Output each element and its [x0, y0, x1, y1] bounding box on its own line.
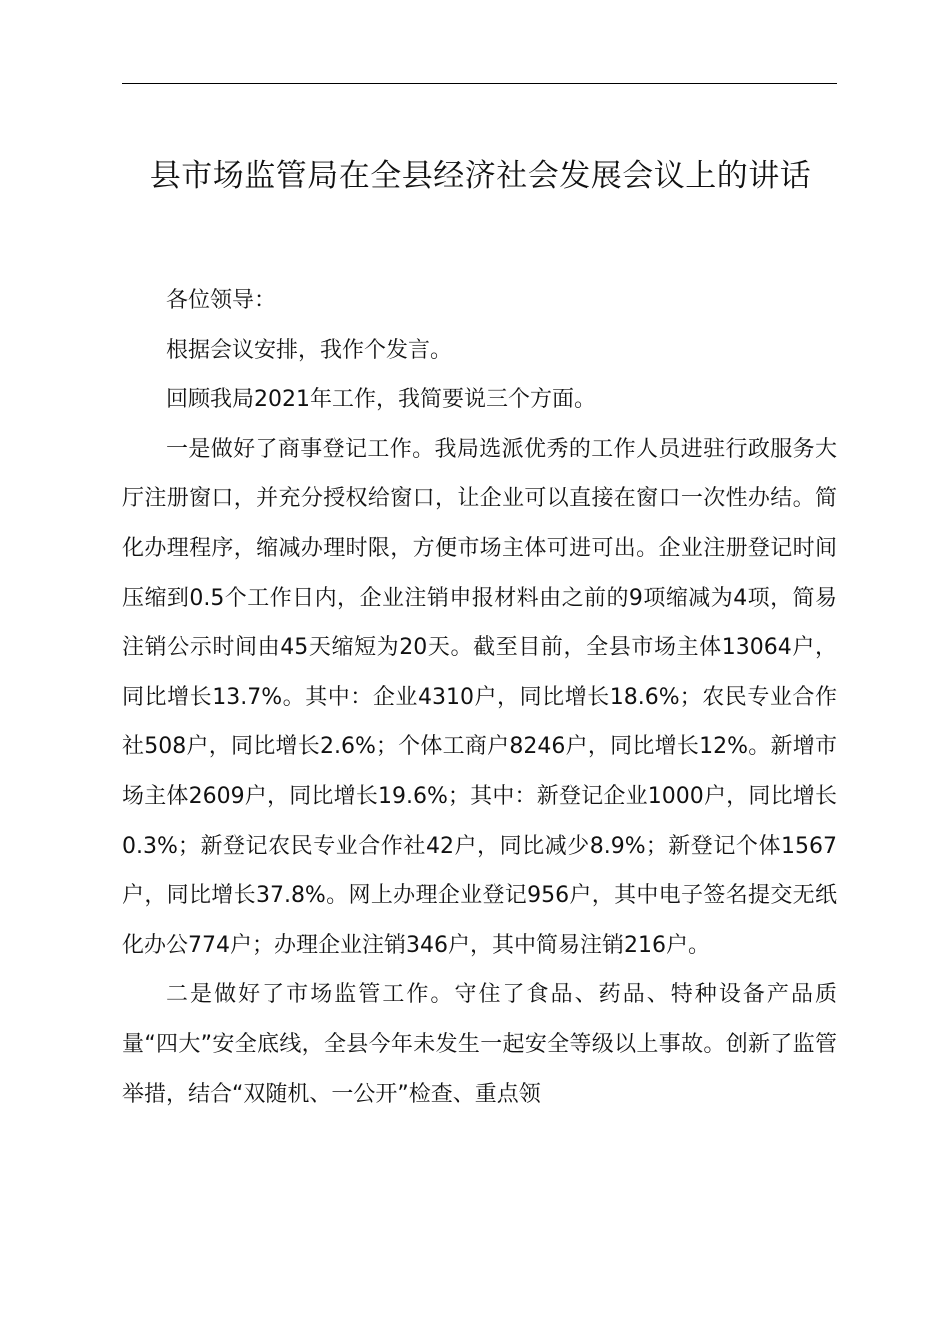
document-body	[122, 276, 837, 1119]
business-registration-paragraph: 一是做好了商事登记工作。我局选派优秀的工作人员进驻行政服务大厅注册窗口，并充分授权给窗口，让企业可以直接在窗口一次性办结。简化办理程序，缩减办理时限，方便市场主体可进可出。企业注册登记时间压缩到0.5个工作日内，企业注销申报材料由之前的9项缩减为4项，简易注销公示时间由45天缩短为20天。截至目前，全县市场主体13064户，同比增长13.7%。其中：企业4310户，同比增长18.6%；农民专业合作社508户，同比增长2.6%；个体工商户8246户，同比增长12%。新增市场主体2609户，同比增长19.6%；其中：新登记企业1000户，同比增长0.3%；新登记农民专业合作社42户，同比减少8.9%；新登记个体1567户，同比增长37.8%。网上办理企业登记956户，其中电子签名提交无纸化办公774户；办理企业注销346户，其中简易注销216户。	[122, 436, 837, 958]
overview-paragraph: 回顾我局2021年工作，我简要说三个方面。	[166, 387, 596, 413]
header-rule	[122, 83, 837, 84]
market-supervision-paragraph: 二是做好了市场监管工作。守住了食品、药品、特种设备产品质量“四大”安全底线，全县今年未发生一起安全等级以上事故。创新了监管举措，结合“双随机、一公开”检查、重点领	[122, 982, 837, 1107]
document-title: 县市场监管局在全县经济社会发展会议上的讲话	[149, 158, 812, 194]
opening-paragraph: 根据会议安排，我作个发言。	[166, 337, 453, 363]
salutation-paragraph: 各位领导：	[166, 288, 277, 313]
